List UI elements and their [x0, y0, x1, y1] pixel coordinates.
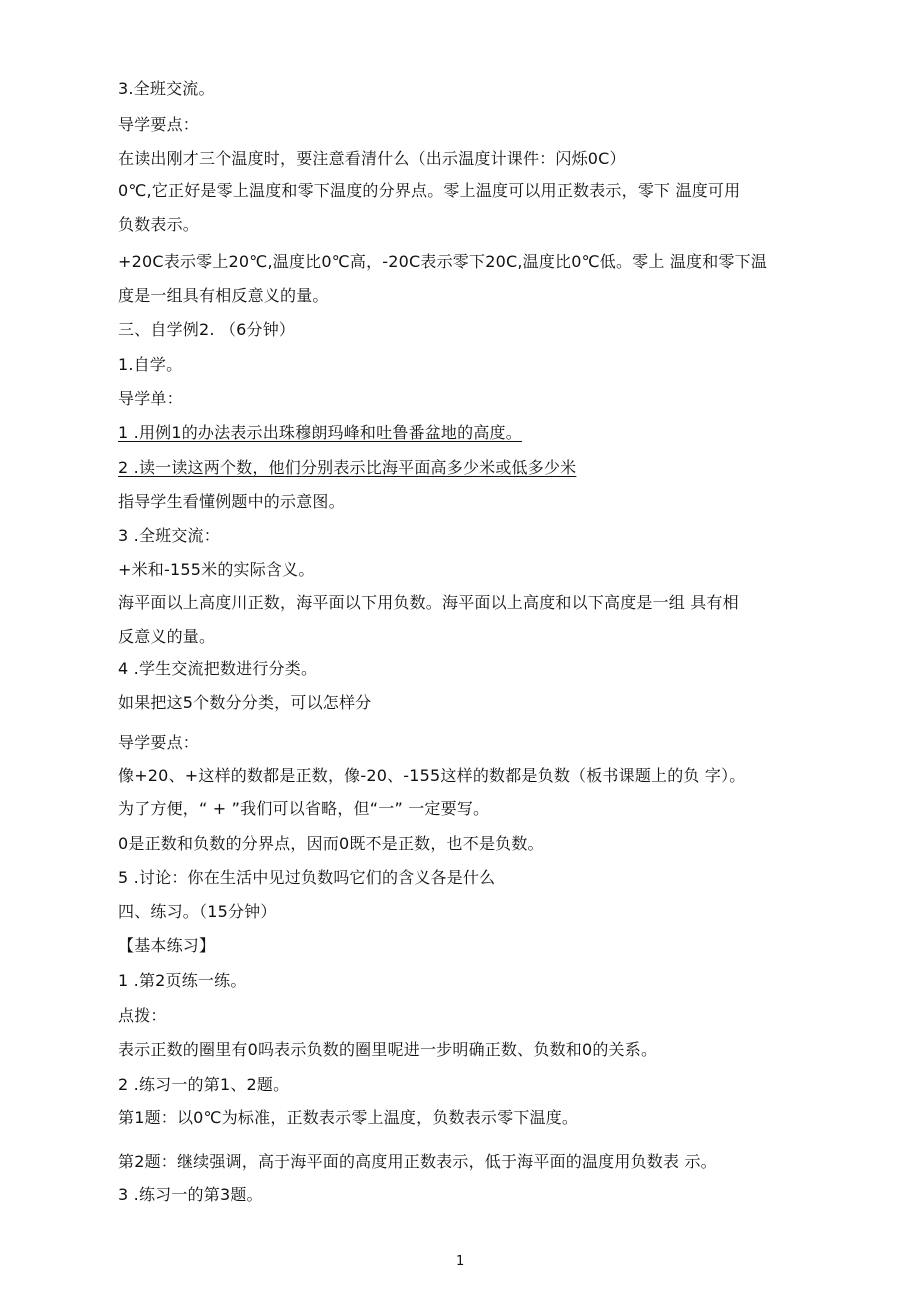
- text-line: 第2题：继续强调，高于海平面的高度用正数表示，低于海平面的温度用负数表 示。: [118, 1152, 717, 1171]
- text-line: 1.自学。: [118, 355, 183, 374]
- text-line: 在读出刚才三个温度时，要注意看清什么（出示温度计课件：闪烁0C）: [118, 149, 626, 168]
- text-line: 表示正数的圈里有0吗表示负数的圈里呢进一步明确正数、负数和0的关系。: [118, 1040, 658, 1059]
- text-line: 0是正数和负数的分界点，因而0既不是正数，也不是负数。: [118, 834, 544, 853]
- text-line: 3.全班交流。: [118, 79, 215, 98]
- text-line: +米和-155米的实际含义。: [118, 560, 315, 579]
- text-line: 导学单：: [118, 389, 183, 408]
- text-line: 导学要点：: [118, 733, 200, 752]
- text-line: 3 .全班交流：: [118, 526, 220, 545]
- text-line: 导学要点：: [118, 115, 200, 134]
- text-line: 指导学生看懂例题中的示意图。: [118, 492, 345, 511]
- text-line: 2 .练习一的第1、2题。: [118, 1075, 290, 1094]
- text-line: 【基本练习】: [118, 936, 216, 955]
- text-line: 5 .讨论：你在生活中见过负数吗它们的含义各是什么: [118, 868, 496, 887]
- text-line: 为了方便，“ + ”我们可以省略，但“一” 一定要写。: [118, 799, 490, 818]
- page-number: 1: [456, 1254, 465, 1269]
- text-line: 海平面以上高度川正数，海平面以下用负数。海平面以上高度和以下高度是一组 具有相: [118, 593, 739, 612]
- text-line: 反意义的量。: [118, 627, 216, 646]
- text-line: 负数表示。: [118, 215, 200, 234]
- underlined-task: 1 .用例1的办法表示出珠穆朗玛峰和吐鲁番盆地的高度。: [118, 423, 522, 442]
- section-heading: 四、练习。（15分钟）: [118, 902, 277, 921]
- underlined-task: 2 .读一读这两个数，他们分别表示比海平面高多少米或低多少米: [118, 458, 577, 477]
- text-line: 如果把这5个数分分类，可以怎样分: [118, 693, 372, 712]
- text-line: 1 .第2页练一练。: [118, 971, 247, 990]
- section-heading: 三、自学例2. （6分钟）: [118, 320, 296, 339]
- text-line: 0℃,它正好是零上温度和零下温度的分界点。零上温度可以用正数表示，零下 温度可用: [118, 181, 741, 200]
- text-line: 4 .学生交流把数进行分类。: [118, 659, 318, 678]
- text-line: 度是一组具有相反意义的量。: [118, 286, 329, 305]
- text-line: 像+20、+这样的数都是正数，像-20、-155这样的数都是负数（板书课题上的负 字）。: [118, 766, 746, 785]
- text-line: 第1题：以0℃为标准，正数表示零上温度，负数表示零下温度。: [118, 1108, 579, 1127]
- text-line: +20C表示零上20℃,温度比0℃高，-20C表示零下20C,温度比0℃低。零上 温度和零下温: [118, 252, 768, 271]
- text-line: 点拨：: [118, 1006, 167, 1025]
- text-line: 3 .练习一的第3题。: [118, 1185, 263, 1204]
